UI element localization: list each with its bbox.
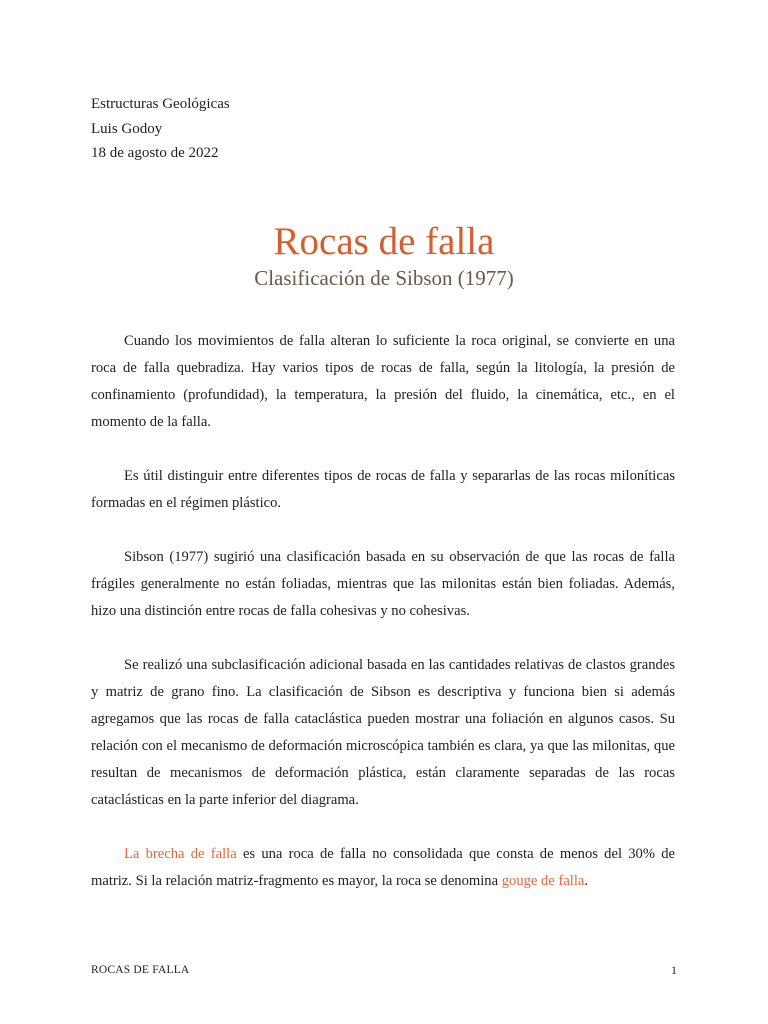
paragraph-5-text-1: es una roca de falla no consolidada que consta de menos del 30% de matriz. Si la relación matriz-fragmento es mayor, la roca se denomina: [91, 846, 676, 889]
page-subtitle: Clasificación de Sibson (1977): [254, 266, 514, 290]
course-name: Estructuras Geológicas: [91, 96, 230, 112]
paragraph-4: Se realizó una subclasificación adicional basada en las cantidades relativas de clastos grandes y matriz de grano fino. La clasificación de Sibson es descriptiva y funciona bien si además agregamos que las rocas de falla cataclástica pueden mostrar una foliación en algunos casos. Su relación con el mecanismo de deformación microscópica también es clara, ya que las milonitas, que resultan de mecanismos de deformación plástica, están claramente separadas de las rocas cataclásticas en la parte inferior del diagrama.: [91, 657, 675, 808]
document-date: 18 de agosto de 2022: [91, 145, 219, 161]
paragraph-5-text-2: .: [584, 873, 589, 889]
document-header: [91, 92, 230, 166]
paragraph-1: Cuando los movimientos de falla alteran lo suficiente la roca original, se convierte en una roca de falla quebradiza. Hay varios tipos de rocas de falla, según la litología, la presión de confinamiento (profundidad), la temperatura, la presión del fluido, la cinemática, etc., en el momento de la falla.: [91, 333, 675, 430]
document-body: [91, 328, 675, 922]
footer-page-number: 1: [671, 963, 677, 977]
paragraph-5: [91, 841, 675, 895]
page-title: Rocas de falla: [273, 220, 495, 263]
author-name: Luis Godoy: [91, 120, 163, 137]
paragraph-2: Es útil distinguir entre diferentes tipos de rocas de falla y separarlas de las rocas miloníticas formadas en el régimen plástico.: [91, 468, 675, 511]
link-gouge-de-falla[interactable]: gouge de falla: [501, 873, 585, 889]
paragraph-3: Sibson (1977) sugirió una clasificación basada en su observación de que las rocas de falla frágiles generalmente no están foliadas, mientras que las milonitas están bien foliadas. Además, hizo una distinción entre rocas de falla cohesivas y no cohesivas.: [91, 549, 675, 619]
footer-running-title: ROCAS DE FALLA: [91, 964, 190, 976]
link-brecha-de-falla[interactable]: La brecha de falla: [124, 846, 237, 862]
